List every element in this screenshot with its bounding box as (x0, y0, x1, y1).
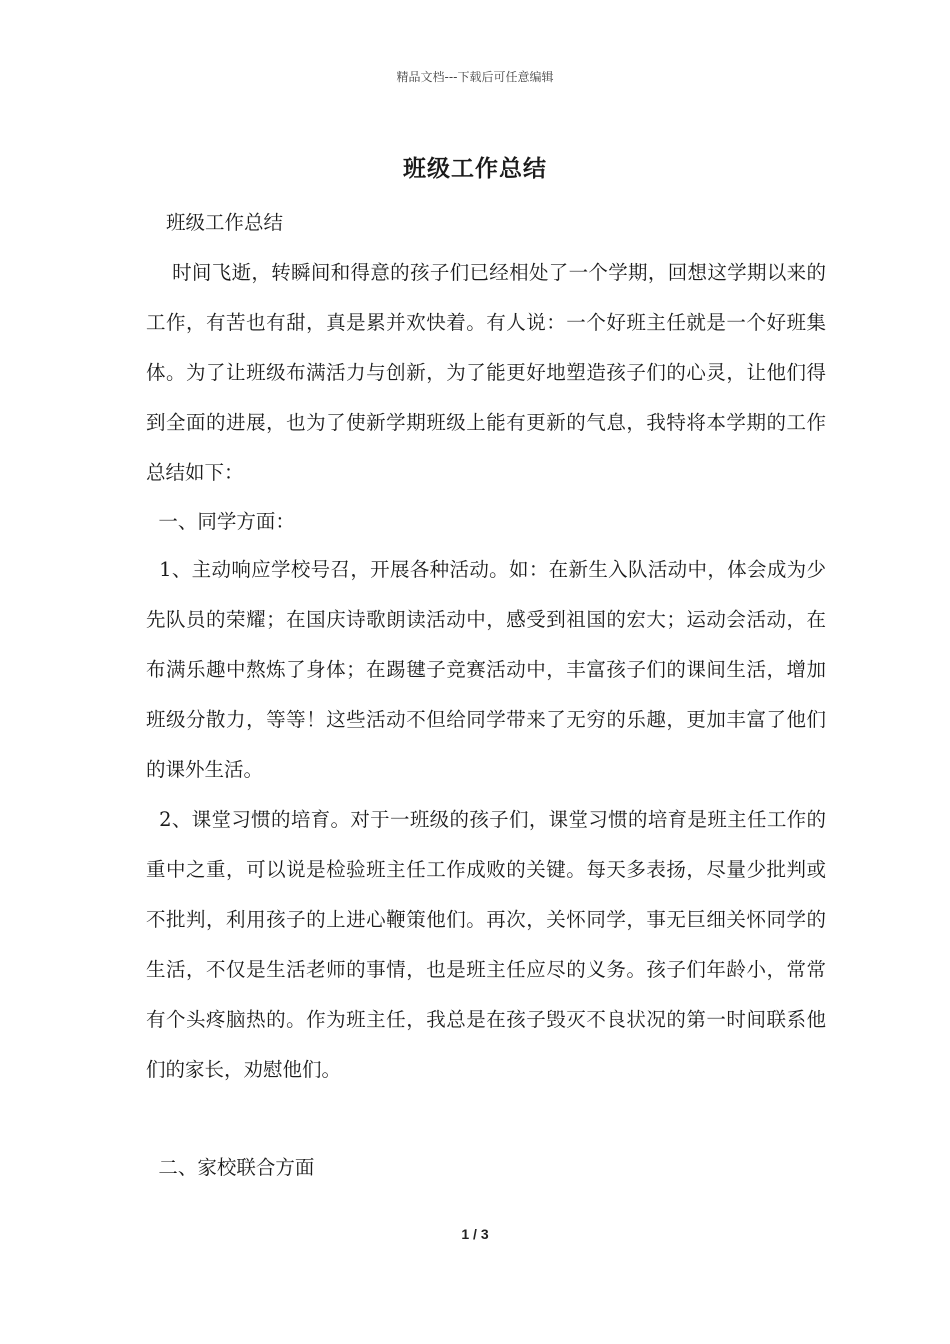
section-heading-students: 一、同学方面： (146, 510, 295, 533)
intro-paragraph: 时间飞逝，转瞬间和得意的孩子们已经相处了一个学期，回想这学期以来的工作，有苦也有甜，真是累并欢快着。有人说：一个好班主任就是一个好班集体。为了让班级布满活力与创新，为了能更好地塑造孩子们的心灵，让他们得到全面的进展，也为了使新学期班级上能有更新的气息，我特将本学期的工作总结如下： (146, 261, 826, 484)
item-classroom-habits-paragraph: 2、课堂习惯的培育。对于一班级的孩子们，课堂习惯的培育是班主任工作的重中之重，可以说是检验班主任工作成败的关键。每天多表扬，尽量少批判或不批判，利用孩子的上进心鞭策他们。再次，关怀同学，事无巨细关怀同学的生活，不仅是生活老师的事情，也是班主任应尽的义务。孩子们年龄小，常常有个头疼脑热的。作为班主任，我总是在孩子毁灭不良状况的第一时间联系他们的家长，劝慰他们。 (146, 808, 826, 1081)
document-title: 班级工作总结 (403, 155, 547, 182)
header-note: 精品文档---下载后可任意编辑 (396, 70, 554, 84)
item-activities-paragraph: 1、主动响应学校号召，开展各种活动。如：在新生入队活动中，体会成为少先队员的荣耀；在国庆诗歌朗读活动中，感受到祖国的宏大；运动会活动，在布满乐趣中熬炼了身体；在踢毽子竞赛活动中，丰富孩子们的课间生活，增加班级分散力，等等！这些活动不但给同学带来了无穷的乐趣，更加丰富了他们的课外生活。 (146, 558, 826, 781)
document-subtitle: 班级工作总结 (166, 211, 284, 234)
section-heading-home-school: 二、家校联合方面 (146, 1156, 315, 1179)
page-number: 1 / 3 (461, 1226, 489, 1242)
